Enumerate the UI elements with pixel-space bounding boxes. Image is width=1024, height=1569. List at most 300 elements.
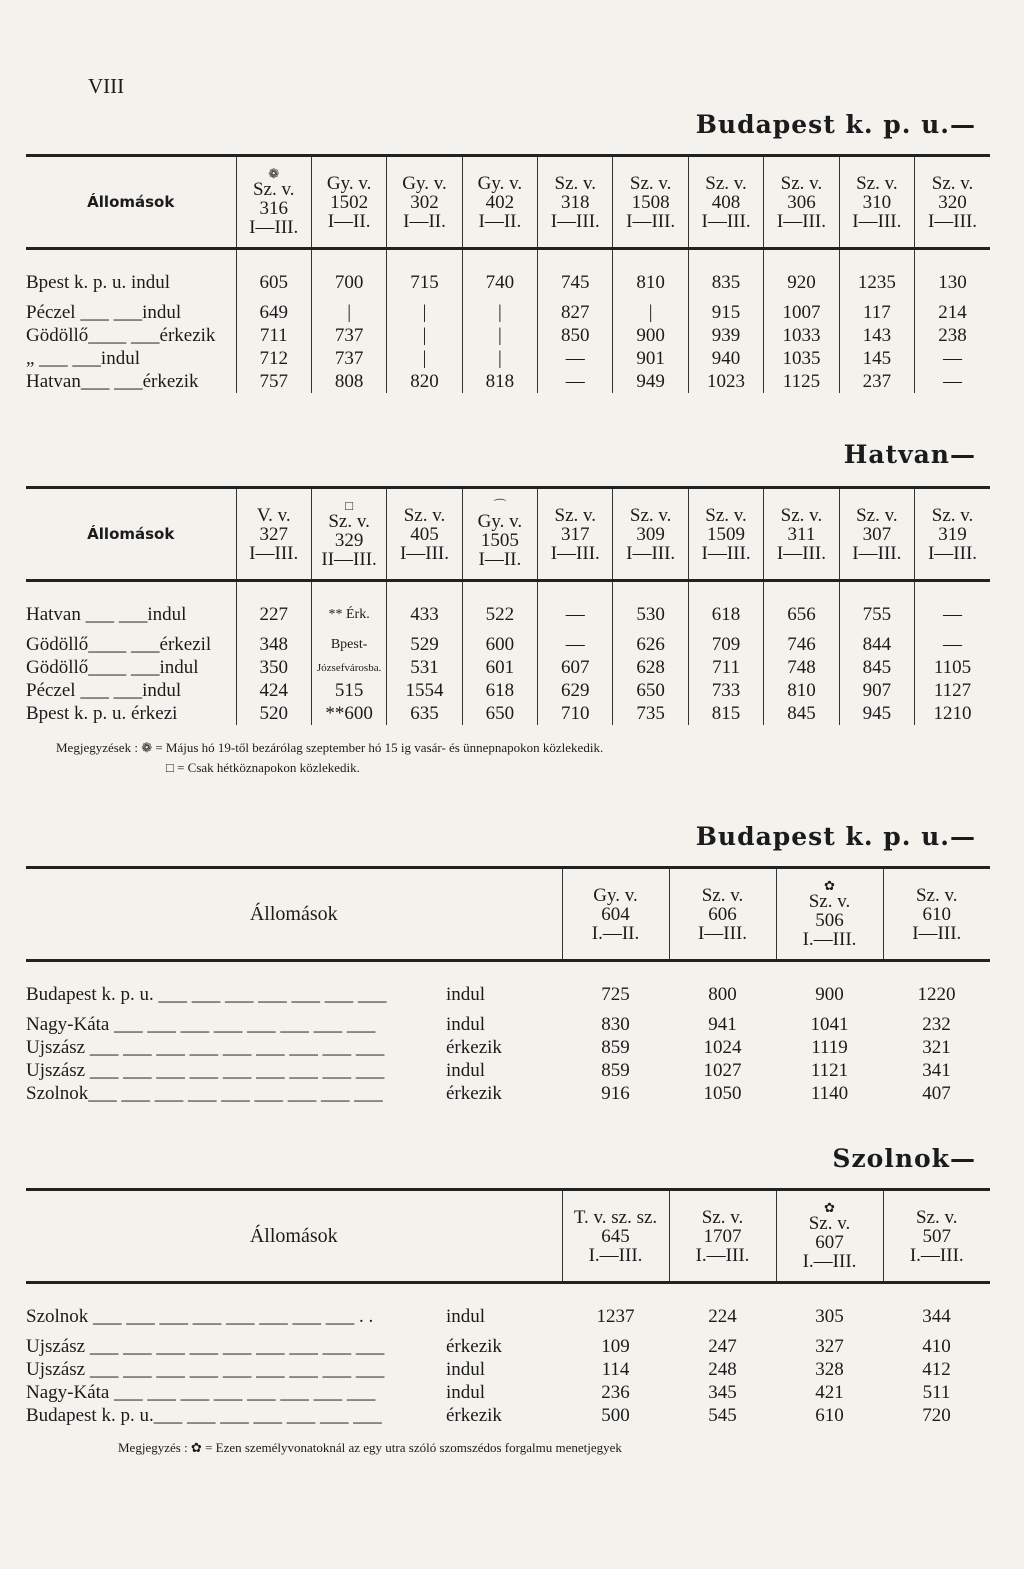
station-name: Nagy-Káta ___ ___ ___ ___ ___ ___ ___ ___ bbox=[26, 1381, 376, 1403]
departure-time: 1237 bbox=[596, 1305, 635, 1327]
departure-time: 915 bbox=[688, 301, 763, 324]
departure-time: 740 bbox=[462, 249, 537, 302]
departure-time: 1220 bbox=[917, 983, 956, 1005]
departure-time: 412 bbox=[922, 1358, 951, 1380]
departure-time: 1035 bbox=[764, 347, 839, 370]
departure-time: 650 bbox=[462, 702, 537, 725]
train-column-header bbox=[387, 156, 462, 249]
departure-time: — bbox=[538, 633, 613, 656]
timetable-row bbox=[26, 1404, 990, 1427]
train-type: Sz. v. bbox=[629, 504, 672, 526]
departure-time: 755 bbox=[839, 581, 914, 634]
departure-time: | bbox=[613, 301, 688, 324]
train-classes: I—III. bbox=[701, 210, 751, 232]
departure-time: 800 bbox=[708, 983, 737, 1005]
departure-time: 1210 bbox=[915, 702, 990, 725]
train-type: Gy. v. bbox=[402, 172, 447, 194]
train-classes: I—III. bbox=[249, 216, 299, 238]
train-classes: I—III. bbox=[776, 542, 826, 564]
timetable-row bbox=[26, 370, 990, 393]
station-name: Ujszász ___ ___ ___ ___ ___ ___ ___ ___ ___ bbox=[26, 1335, 385, 1357]
station-name: Gödöllő____ ___indul bbox=[26, 656, 199, 678]
train-number: 604 bbox=[601, 903, 630, 925]
departure-time: 859 bbox=[601, 1036, 630, 1058]
train-column-header bbox=[462, 488, 537, 581]
train-type: Sz. v. bbox=[701, 884, 744, 906]
train-number: 1502 bbox=[330, 191, 369, 213]
timetable-header-row bbox=[26, 156, 990, 249]
departure-time: 845 bbox=[839, 656, 914, 679]
stations-column-header: Állomások bbox=[26, 868, 562, 961]
train-classes: I—III. bbox=[399, 542, 450, 564]
train-classes: I—III. bbox=[626, 542, 676, 564]
train-type: Sz. v. bbox=[931, 172, 974, 194]
footnote-weekdays: □ = Csak hétköznapokon közlekedik. bbox=[166, 760, 360, 775]
departure-time: 511 bbox=[922, 1381, 951, 1403]
train-type: Sz. v. bbox=[780, 172, 823, 194]
departure-time: **600 bbox=[311, 702, 386, 725]
departure-time: — bbox=[915, 347, 990, 370]
departure-time: 815 bbox=[688, 702, 763, 725]
train-classes: I—III. bbox=[550, 542, 600, 564]
train-classes: I—II. bbox=[478, 210, 522, 232]
train-symbol-icon: ⌒ bbox=[493, 497, 507, 513]
departure-time: 810 bbox=[613, 249, 688, 302]
train-column-header bbox=[236, 488, 311, 581]
train-symbol-icon: □ bbox=[345, 497, 354, 513]
departure-time: 827 bbox=[538, 301, 613, 324]
departure-time: 130 bbox=[915, 249, 990, 302]
timetable-row bbox=[26, 581, 990, 634]
timetable-hatvan-budapest bbox=[26, 486, 990, 725]
departure-time: 850 bbox=[538, 324, 613, 347]
train-column-header bbox=[915, 488, 990, 581]
timetable-row bbox=[26, 347, 990, 370]
departure-time: 345 bbox=[708, 1381, 737, 1403]
train-classes: I—III. bbox=[912, 922, 962, 944]
station-name: „ ___ ___indul bbox=[26, 347, 140, 369]
timetable-row bbox=[26, 1358, 990, 1381]
departure-time: 737 bbox=[311, 324, 386, 347]
train-number: 302 bbox=[410, 191, 439, 213]
station-name: Hatvan ___ ___indul bbox=[26, 603, 187, 625]
train-column-header bbox=[688, 156, 763, 249]
train-column-header bbox=[669, 868, 776, 961]
footnote-ticket-note: Megjegyzés : ✿ = Ezen személyvonatoknál az egy utra szóló szomszédos forgalmu menetjegyek bbox=[118, 1440, 622, 1455]
departure-time: 600 bbox=[462, 633, 537, 656]
departure-time: 531 bbox=[387, 656, 462, 679]
departure-time: 710 bbox=[538, 702, 613, 725]
train-type: Sz. v. bbox=[701, 1206, 744, 1228]
departure-time: 949 bbox=[613, 370, 688, 393]
train-number: 506 bbox=[815, 909, 844, 931]
departure-time: 746 bbox=[764, 633, 839, 656]
departure-time: 143 bbox=[839, 324, 914, 347]
train-classes: I—III. bbox=[626, 210, 676, 232]
station-action: érkezik bbox=[446, 1036, 502, 1058]
train-number: 507 bbox=[922, 1225, 951, 1247]
departure-time: 321 bbox=[922, 1036, 951, 1058]
train-column-header bbox=[613, 488, 688, 581]
timetable-row bbox=[26, 1283, 990, 1336]
departure-time: 618 bbox=[688, 581, 763, 634]
train-number: 329 bbox=[334, 529, 364, 551]
station-name: Bpest k. p. u. indul bbox=[26, 271, 171, 293]
departure-time: — bbox=[538, 581, 613, 634]
departure-time: 248 bbox=[708, 1358, 737, 1380]
departure-time: 530 bbox=[613, 581, 688, 634]
train-column-header bbox=[883, 868, 990, 961]
departure-time: 941 bbox=[708, 1013, 737, 1035]
train-type: V. v. bbox=[256, 504, 291, 526]
train-type: Sz. v. bbox=[705, 504, 747, 526]
departure-time: 421 bbox=[815, 1381, 844, 1403]
departure-time: 656 bbox=[764, 581, 839, 634]
departure-time: 1105 bbox=[915, 656, 990, 679]
departure-time: 626 bbox=[613, 633, 688, 656]
departure-time: 901 bbox=[613, 347, 688, 370]
departure-time: 629 bbox=[538, 679, 613, 702]
station-name: Gödöllő____ ___érkezik bbox=[26, 324, 216, 346]
station-action: indul bbox=[446, 1059, 486, 1081]
train-classes: I—III. bbox=[852, 542, 902, 564]
departure-time: Bpest- bbox=[311, 633, 386, 656]
departure-time: 845 bbox=[764, 702, 839, 725]
departure-time: 650 bbox=[613, 679, 688, 702]
footnote-may-schedule: Megjegyzések : ❁ = Május hó 19-től bezárólag szeptember hó 15 ig vasár- és ünnepnapokon közlekedik. bbox=[56, 740, 604, 755]
departure-time: 709 bbox=[688, 633, 763, 656]
station-name: Nagy-Káta ___ ___ ___ ___ ___ ___ ___ ___ bbox=[26, 1013, 376, 1035]
timetable-row bbox=[26, 702, 990, 725]
train-symbol-icon: ✿ bbox=[824, 1199, 835, 1215]
departure-time: 733 bbox=[688, 679, 763, 702]
station-name: Szolnok ___ ___ ___ ___ ___ ___ ___ ___ . . bbox=[26, 1305, 374, 1327]
train-type: Sz. v. bbox=[915, 1206, 958, 1228]
departure-time: 500 bbox=[601, 1404, 630, 1426]
departure-time: 1023 bbox=[688, 370, 763, 393]
train-classes: I.—III. bbox=[909, 1244, 964, 1266]
departure-time: 920 bbox=[764, 249, 839, 302]
departure-time: | bbox=[387, 324, 462, 347]
departure-time: — bbox=[915, 581, 990, 634]
station-action: indul bbox=[446, 1358, 486, 1380]
departure-time: — bbox=[915, 633, 990, 656]
timetable-row bbox=[26, 1013, 990, 1036]
train-classes: I.—III. bbox=[588, 1244, 643, 1266]
departure-time: 1119 bbox=[811, 1036, 848, 1058]
departure-time: 145 bbox=[839, 347, 914, 370]
departure-time: 820 bbox=[387, 370, 462, 393]
departure-time: 232 bbox=[922, 1013, 951, 1035]
departure-time: 341 bbox=[922, 1059, 951, 1081]
departure-time: 711 bbox=[688, 656, 763, 679]
train-type: Sz. v. bbox=[808, 890, 851, 912]
departure-time: 424 bbox=[236, 679, 311, 702]
train-type: Sz. v. bbox=[252, 178, 295, 200]
station-name: Budapest k. p. u. ___ ___ ___ ___ ___ ___ ___ bbox=[26, 983, 387, 1005]
departure-time: 711 bbox=[236, 324, 311, 347]
departure-time: 735 bbox=[613, 702, 688, 725]
train-column-header bbox=[776, 1190, 883, 1283]
departure-time: 1121 bbox=[810, 1059, 849, 1081]
train-classes: I—II. bbox=[478, 548, 522, 570]
departure-time: 605 bbox=[236, 249, 311, 302]
departure-time: 227 bbox=[236, 581, 311, 634]
departure-time: 545 bbox=[708, 1404, 737, 1426]
station-name: Hatvan___ ___érkezik bbox=[26, 370, 199, 392]
departure-time: | bbox=[462, 347, 537, 370]
section-title-szolnok-budapest: Szolnok— bbox=[832, 1144, 976, 1173]
train-number: 1505 bbox=[480, 529, 519, 551]
timetable-row bbox=[26, 633, 990, 656]
train-number: 607 bbox=[815, 1231, 844, 1253]
train-type: Sz. v. bbox=[705, 172, 747, 194]
timetable-row bbox=[26, 656, 990, 679]
departure-time: 900 bbox=[613, 324, 688, 347]
departure-time: 410 bbox=[922, 1335, 951, 1357]
train-number: 1509 bbox=[707, 523, 746, 545]
departure-time: 327 bbox=[815, 1335, 844, 1357]
departure-time: 328 bbox=[815, 1358, 844, 1380]
departure-time: — bbox=[538, 347, 613, 370]
departure-time: 1554 bbox=[387, 679, 462, 702]
departure-time: 1125 bbox=[764, 370, 839, 393]
departure-time: 945 bbox=[839, 702, 914, 725]
train-classes: II—III. bbox=[321, 548, 377, 570]
timetable-row bbox=[26, 1082, 990, 1105]
departure-time: | bbox=[462, 301, 537, 324]
train-classes: I—III. bbox=[927, 542, 978, 564]
departure-time: ** Érk. bbox=[311, 581, 386, 634]
train-type: Sz. v. bbox=[554, 504, 597, 526]
timetable-header-row bbox=[26, 868, 990, 961]
train-number: 310 bbox=[862, 191, 892, 213]
train-type: Gy. v. bbox=[477, 510, 523, 532]
train-type: Sz. v. bbox=[554, 172, 597, 194]
train-type: Sz. v. bbox=[808, 1212, 851, 1234]
departure-time: 916 bbox=[601, 1082, 630, 1104]
departure-time: 520 bbox=[236, 702, 311, 725]
train-number: 320 bbox=[938, 191, 967, 213]
timetable-budapest-hatvan bbox=[26, 154, 990, 393]
train-column-header bbox=[562, 868, 669, 961]
departure-time: 1127 bbox=[915, 679, 990, 702]
station-action: indul bbox=[446, 1305, 486, 1327]
departure-time: | bbox=[387, 301, 462, 324]
departure-time: 117 bbox=[839, 301, 914, 324]
departure-time: 114 bbox=[601, 1358, 630, 1380]
timetable-row bbox=[26, 1381, 990, 1404]
train-classes: I—III. bbox=[249, 542, 299, 564]
train-type: Sz. v. bbox=[856, 504, 898, 526]
departure-time: 748 bbox=[764, 656, 839, 679]
departure-time: 1050 bbox=[703, 1082, 742, 1104]
timetable-szolnok-budapest bbox=[26, 1188, 990, 1427]
timetable-budapest-szolnok bbox=[26, 866, 990, 1105]
train-column-header bbox=[538, 488, 613, 581]
train-type: Gy. v. bbox=[477, 172, 523, 194]
train-column-header bbox=[538, 156, 613, 249]
departure-time: 725 bbox=[601, 983, 630, 1005]
train-column-header bbox=[764, 156, 839, 249]
departure-time: 757 bbox=[236, 370, 311, 393]
timetable-header-row bbox=[26, 488, 990, 581]
departure-time: 305 bbox=[815, 1305, 844, 1327]
departure-time: 610 bbox=[815, 1404, 844, 1426]
train-classes: I.—III. bbox=[802, 928, 857, 950]
timetable-row bbox=[26, 249, 990, 302]
departure-time: | bbox=[311, 301, 386, 324]
timetable-row bbox=[26, 679, 990, 702]
train-column-header bbox=[839, 156, 914, 249]
train-column-header bbox=[669, 1190, 776, 1283]
station-name: Budapest k. p. u.___ ___ ___ ___ ___ ___ ___ bbox=[26, 1404, 382, 1426]
departure-time: 238 bbox=[915, 324, 990, 347]
departure-time: 1007 bbox=[764, 301, 839, 324]
timetable-row bbox=[26, 1335, 990, 1358]
departure-time: 214 bbox=[915, 301, 990, 324]
departure-time: 407 bbox=[922, 1082, 951, 1104]
station-action: érkezik bbox=[446, 1404, 502, 1426]
departure-time: Józsefvárosba. bbox=[311, 656, 386, 679]
train-type: Sz. v. bbox=[403, 504, 446, 526]
departure-time: 1024 bbox=[703, 1036, 742, 1058]
departure-time: 818 bbox=[462, 370, 537, 393]
station-action: indul bbox=[446, 1013, 486, 1035]
train-column-header bbox=[562, 1190, 669, 1283]
departure-time: 700 bbox=[311, 249, 386, 302]
train-type: Sz. v. bbox=[629, 172, 672, 194]
train-column-header bbox=[613, 156, 688, 249]
departure-time: 237 bbox=[839, 370, 914, 393]
departure-time: 859 bbox=[601, 1059, 630, 1081]
section-title-hatvan-budapest: Hatvan— bbox=[843, 440, 976, 469]
departure-time: 940 bbox=[688, 347, 763, 370]
station-action: indul bbox=[446, 1381, 486, 1403]
train-type: Sz. v. bbox=[780, 504, 823, 526]
departure-time: 939 bbox=[688, 324, 763, 347]
train-type: Sz. v. bbox=[856, 172, 898, 194]
departure-time: 835 bbox=[688, 249, 763, 302]
section-title-budapest-hatvan: Budapest k. p. u.— bbox=[695, 110, 976, 139]
train-type: Sz. v. bbox=[328, 510, 370, 532]
departure-time: 1235 bbox=[839, 249, 914, 302]
timetable-row bbox=[26, 1036, 990, 1059]
train-number: 306 bbox=[787, 191, 816, 213]
departure-time: 247 bbox=[708, 1335, 737, 1357]
departure-time: 607 bbox=[538, 656, 613, 679]
train-number: 318 bbox=[561, 191, 590, 213]
page-number: VIII bbox=[88, 74, 125, 98]
departure-time: 745 bbox=[538, 249, 613, 302]
section-title-budapest-szolnok: Budapest k. p. u.— bbox=[695, 822, 976, 851]
train-column-header bbox=[311, 488, 386, 581]
departure-time: 628 bbox=[613, 656, 688, 679]
departure-time: | bbox=[387, 347, 462, 370]
station-action: érkezik bbox=[446, 1335, 502, 1357]
departure-time: 618 bbox=[462, 679, 537, 702]
departure-time: 350 bbox=[236, 656, 311, 679]
stations-column-header: Állomások bbox=[26, 1190, 562, 1283]
train-classes: I—III. bbox=[852, 210, 902, 232]
station-name: Péczel ___ ___indul bbox=[26, 679, 182, 701]
train-column-header bbox=[883, 1190, 990, 1283]
station-name: Ujszász ___ ___ ___ ___ ___ ___ ___ ___ ___ bbox=[26, 1358, 385, 1380]
departure-time: 900 bbox=[815, 983, 844, 1005]
train-classes: I—II. bbox=[327, 210, 371, 232]
train-column-header bbox=[387, 488, 462, 581]
train-number: 405 bbox=[410, 523, 439, 545]
departure-time: 715 bbox=[387, 249, 462, 302]
train-column-header bbox=[839, 488, 914, 581]
train-classes: I—III. bbox=[697, 922, 748, 944]
train-number: 309 bbox=[636, 523, 665, 545]
train-column-header bbox=[462, 156, 537, 249]
departure-time: — bbox=[538, 370, 613, 393]
train-classes: I.—II. bbox=[591, 922, 640, 944]
station-name: Gödöllő____ ___érkezil bbox=[26, 633, 212, 655]
departure-time: 515 bbox=[311, 679, 386, 702]
train-number: 1707 bbox=[703, 1225, 742, 1247]
departure-time: 649 bbox=[236, 301, 311, 324]
train-type: Gy. v. bbox=[326, 172, 372, 194]
train-number: 606 bbox=[708, 903, 737, 925]
timetable-row bbox=[26, 961, 990, 1014]
train-column-header bbox=[688, 488, 763, 581]
station-name: Szolnok___ ___ ___ ___ ___ ___ ___ ___ ___ bbox=[26, 1082, 383, 1104]
departure-time: 433 bbox=[387, 581, 462, 634]
departure-time: 236 bbox=[601, 1381, 630, 1403]
train-number: 610 bbox=[922, 903, 951, 925]
train-number: 311 bbox=[787, 523, 816, 545]
departure-time: 720 bbox=[922, 1404, 951, 1426]
train-classes: I—III. bbox=[701, 542, 751, 564]
train-number: 327 bbox=[259, 523, 288, 545]
train-column-header bbox=[776, 868, 883, 961]
train-symbol-icon: ❁ bbox=[268, 165, 280, 181]
departure-time: 712 bbox=[236, 347, 311, 370]
departure-time: 601 bbox=[462, 656, 537, 679]
timetable-row bbox=[26, 1059, 990, 1082]
departure-time: 1033 bbox=[764, 324, 839, 347]
train-classes: I—III. bbox=[927, 210, 978, 232]
train-classes: I—III. bbox=[550, 210, 600, 232]
train-column-header bbox=[311, 156, 386, 249]
train-column-header bbox=[915, 156, 990, 249]
departure-time: 348 bbox=[236, 633, 311, 656]
train-number: 645 bbox=[601, 1225, 630, 1247]
train-number: 402 bbox=[485, 191, 515, 213]
train-type: Sz. v. bbox=[931, 504, 974, 526]
departure-time: 1140 bbox=[810, 1082, 849, 1104]
departure-time: — bbox=[915, 370, 990, 393]
train-type: Gy. v. bbox=[593, 884, 638, 906]
station-name: Ujszász ___ ___ ___ ___ ___ ___ ___ ___ ___ bbox=[26, 1036, 385, 1058]
departure-time: 635 bbox=[387, 702, 462, 725]
train-classes: I—III. bbox=[776, 210, 826, 232]
train-classes: I.—III. bbox=[802, 1250, 857, 1272]
station-action: indul bbox=[446, 983, 486, 1005]
station-action: érkezik bbox=[446, 1082, 502, 1104]
departure-time: 830 bbox=[601, 1013, 630, 1035]
departure-time: 224 bbox=[708, 1305, 737, 1327]
station-name: Péczel ___ ___indul bbox=[26, 301, 182, 323]
departure-time: 808 bbox=[311, 370, 386, 393]
stations-column-header: Állomások bbox=[26, 156, 236, 249]
timetable-row bbox=[26, 301, 990, 324]
departure-time: 529 bbox=[387, 633, 462, 656]
station-name: Ujszász ___ ___ ___ ___ ___ ___ ___ ___ ___ bbox=[26, 1059, 385, 1081]
